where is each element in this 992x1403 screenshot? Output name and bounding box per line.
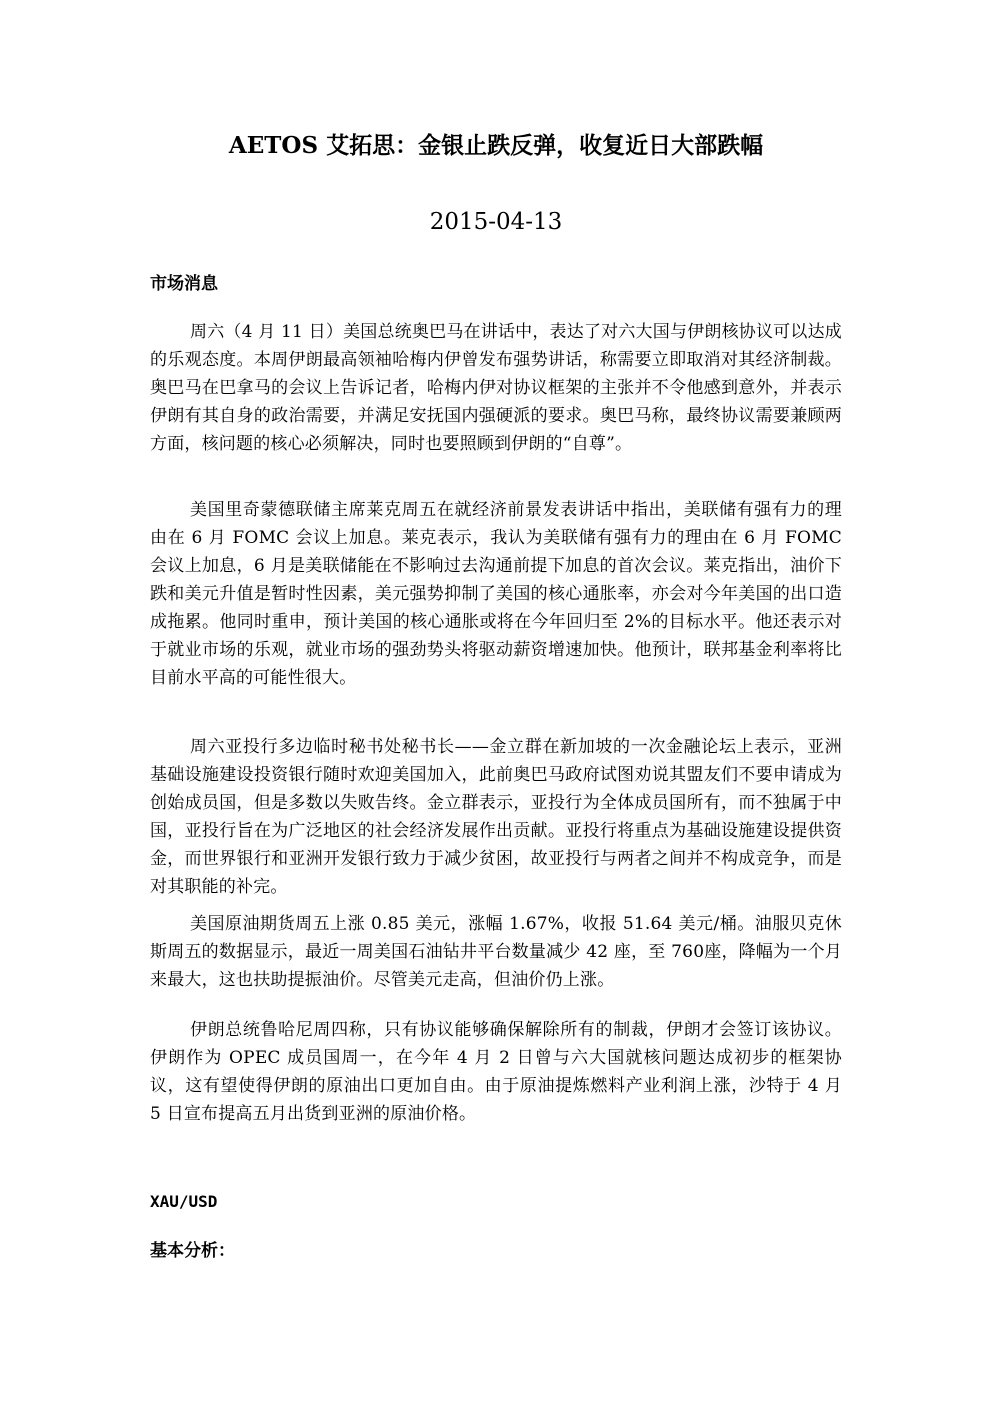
section-heading-fundamental: 基本分析：	[150, 1241, 235, 1261]
symbol-label: XAU/USD	[150, 1192, 218, 1211]
document-title: AETOS 艾拓思：金银止跌反弹，收复近日大部跌幅	[228, 132, 764, 159]
document-date: 2015-04-13	[429, 209, 563, 235]
paragraph-2: 美国里奇蒙德联储主席莱克周五在就经济前景发表讲话中指出，美联储有强有力的理由在 6 月 FOMC 会议上加息。莱克表示，我认为美联储有强有力的理由在 6 月 FOMC 会议上加息，6 月是美联储能在不影响过去沟通前提下加息的首次会议。莱克指出，油价下跌和美元升值是暂时性因素，美元强势抑制了美国的核心通胀率，亦会对今年美国的出口造成拖累。他同时重申，预计美国的核心通胀或将在今年回归至 2%的目标水平。他还表示对于就业市场的乐观，就业市场的强劲势头将驱动薪资增速加快。他预计，联邦基金利率将比目前水平高的可能性很大。	[150, 500, 842, 688]
section-heading-market-news: 市场消息	[150, 274, 218, 294]
paragraph-5: 伊朗总统鲁哈尼周四称，只有协议能够确保解除所有的制裁，伊朗才会签订该协议。伊朗作为 OPEC 成员国周一，在今年 4 月 2 日曾与六大国就核问题达成初步的框架协议，这有望使得伊朗的原油出口更加自由。由于原油提炼燃料产业利润上涨，沙特于 4 月 5 日宣布提高五月出货到亚洲的原油价格。	[150, 1020, 842, 1124]
paragraph-1: 周六（4 月 11 日）美国总统奥巴马在讲话中，表达了对六大国与伊朗核协议可以达成的乐观态度。本周伊朗最高领袖哈梅内伊曾发布强势讲话，称需要立即取消对其经济制裁。奥巴马在巴拿马的会议上告诉记者，哈梅内伊对协议框架的主张并不令他感到意外，并表示伊朗有其自身的政治需要，并满足安抚国内强硬派的要求。奥巴马称，最终协议需要兼顾两方面，核问题的核心必须解决，同时也要照顾到伊朗的“自尊”。	[150, 322, 842, 454]
paragraph-4: 美国原油期货周五上涨 0.85 美元，涨幅 1.67%，收报 51.64 美元/桶。油服贝克休斯周五的数据显示，最近一周美国石油钻井平台数量减少 42 座，至 760座，降幅为一个月来最大，这也扶助提振油价。尽管美元走高，但油价仍上涨。	[150, 914, 842, 990]
paragraph-3: 周六亚投行多边临时秘书处秘书长——金立群在新加坡的一次金融论坛上表示，亚洲基础设施建设投资银行随时欢迎美国加入，此前奥巴马政府试图劝说其盟友们不要申请成为创始成员国，但是多数以失败告终。金立群表示，亚投行为全体成员国所有，而不独属于中国，亚投行旨在为广泛地区的社会经济发展作出贡献。亚投行将重点为基础设施建设提供资金，而世界银行和亚洲开发银行致力于减少贫困，故亚投行与两者之间并不构成竞争，而是对其职能的补完。	[150, 737, 842, 897]
